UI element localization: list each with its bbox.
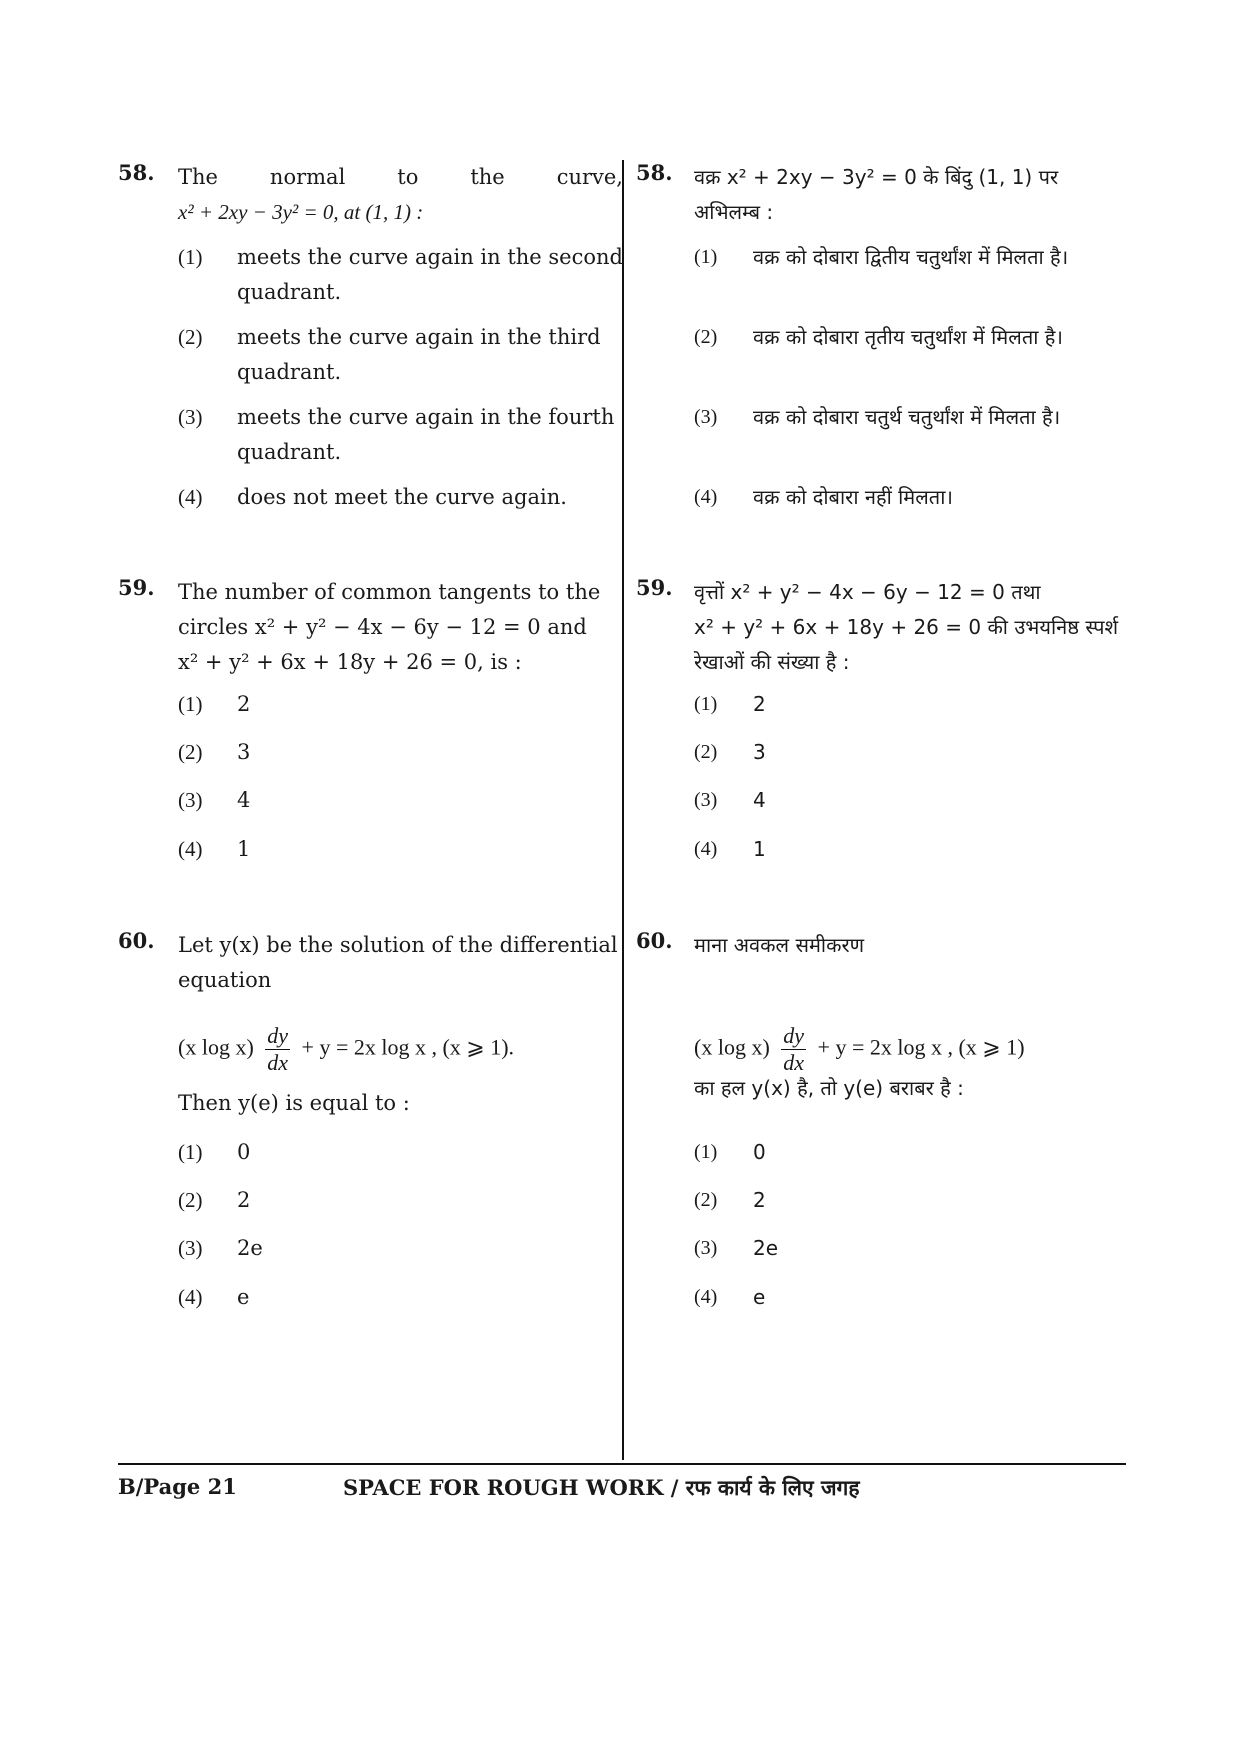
option-text: 3: [753, 740, 766, 764]
option-number: (3): [694, 1237, 718, 1259]
question-stem: [694, 160, 1126, 230]
option-number: (4): [178, 485, 203, 509]
question-stem-cont: [694, 1071, 1126, 1106]
option-number: (1): [178, 1140, 203, 1164]
option-number: (1): [178, 245, 203, 269]
page-number: B/Page 21: [118, 1474, 237, 1499]
question-stem: [178, 160, 623, 230]
option-text: does not meet the curve again.: [237, 485, 567, 509]
stem-line: माना अवकल समीकरण: [694, 933, 865, 957]
stem-line: Then y(e) is equal to :: [178, 1091, 410, 1115]
fraction-numerator: dy: [783, 1023, 805, 1048]
option-number: (1): [178, 692, 203, 716]
option-text: 0: [753, 1140, 766, 1164]
option-text: 4: [237, 788, 251, 812]
option-number: (1): [694, 246, 718, 268]
option-number: (3): [178, 1236, 203, 1260]
stem-line: The number of common tangents to the: [178, 580, 601, 604]
option-number: (4): [178, 1285, 203, 1309]
rough-work-hindi: रफ कार्य के लिए जगह: [685, 1476, 860, 1500]
option-number: (3): [694, 789, 718, 811]
equation-right: + y = 2x log x , (x ⩾ 1): [817, 1034, 1025, 1060]
rough-work-english: SPACE FOR ROUGH WORK /: [343, 1475, 679, 1500]
stem-line: x² + y² + 6x + 18y + 26 = 0 की उभयनिष्ठ स्पर्श: [694, 615, 1119, 639]
option-text: 2: [237, 692, 251, 716]
fraction-numerator: dy: [267, 1023, 289, 1048]
option-text: 2e: [237, 1236, 263, 1260]
option-text: 1: [237, 837, 251, 861]
stem-line: The normal to the curve,: [178, 165, 623, 189]
stem-line: का हल y(x) है, तो y(e) बराबर है :: [694, 1076, 964, 1100]
stem-line: x² + y² + 6x + 18y + 26 = 0, is :: [178, 650, 522, 674]
option-number: (4): [178, 837, 203, 861]
option-text: 2e: [753, 1236, 779, 1260]
option-text: 2: [753, 1188, 766, 1212]
question-number: 60.: [118, 928, 155, 953]
equation-left: (x log x): [178, 1034, 254, 1060]
option-number: (1): [694, 693, 718, 715]
option-text: वक्र को दोबारा तृतीय चतुर्थांश में मिलता है।: [753, 325, 1063, 349]
option-text: वक्र को दोबारा चतुर्थ चतुर्थांश में मिलता है।: [753, 405, 1061, 429]
question-stem: [178, 575, 623, 680]
option-text: e: [753, 1285, 766, 1309]
option-number: (2): [694, 1189, 718, 1211]
question-stem: [178, 928, 623, 998]
option-number: (4): [694, 838, 718, 860]
option-number: (2): [178, 1188, 203, 1212]
fraction-denominator: dx: [783, 1050, 805, 1075]
stem-line: अभिलम्ब :: [694, 200, 774, 224]
option-number: (2): [178, 740, 203, 764]
stem-line: वक्र x² + 2xy − 3y² = 0 के बिंदु (1, 1) पर: [694, 165, 1059, 189]
question-number: 60.: [636, 928, 673, 953]
stem-line: equation: [178, 968, 272, 992]
stem-line: Let y(x) be the solution of the differential: [178, 933, 618, 957]
question-stem: [694, 928, 1126, 963]
option-number: (2): [694, 741, 718, 763]
equation-right: + y = 2x log x , (x ⩾ 1).: [301, 1034, 515, 1060]
option-number: (3): [178, 405, 203, 429]
question-number: 59.: [118, 575, 155, 600]
stem-line: x² + 2xy − 3y² = 0, at (1, 1) :: [178, 200, 424, 224]
option-number: (3): [694, 406, 718, 428]
option-text: meets the curve again in the second quadrant.: [237, 245, 623, 304]
question-stem: [694, 575, 1126, 680]
option-text: 0: [237, 1140, 251, 1164]
option-text: 3: [237, 740, 251, 764]
question-number: 58.: [118, 160, 155, 185]
differential-equation: [178, 1023, 514, 1076]
question-number: 58.: [636, 160, 673, 185]
option-text: वक्र को दोबारा नहीं मिलता।: [753, 485, 953, 509]
question-number: 59.: [636, 575, 673, 600]
option-number: (4): [694, 1286, 718, 1308]
option-text: meets the curve again in the fourth quadrant.: [237, 405, 615, 464]
option-number: (2): [178, 325, 203, 349]
footer-rule: [118, 1463, 1126, 1465]
option-number: (2): [694, 326, 718, 348]
option-text: 2: [237, 1188, 251, 1212]
option-number: (4): [694, 486, 718, 508]
stem-line: रेखाओं की संख्या है :: [694, 650, 850, 674]
option-number: (3): [178, 788, 203, 812]
differential-equation: [694, 1023, 1025, 1076]
derivative-fraction: [265, 1023, 290, 1076]
option-text: 4: [753, 788, 766, 812]
equation-left: (x log x): [694, 1034, 770, 1060]
fraction-denominator: dx: [267, 1050, 289, 1075]
question-stem-cont: [178, 1086, 623, 1121]
option-text: meets the curve again in the third quadrant.: [237, 325, 601, 384]
derivative-fraction: [781, 1023, 806, 1076]
option-number: (1): [694, 1141, 718, 1163]
stem-line: circles x² + y² − 4x − 6y − 12 = 0 and: [178, 615, 587, 639]
option-text: 1: [753, 837, 766, 861]
option-text: वक्र को दोबारा द्वितीय चतुर्थांश में मिलता है।: [753, 245, 1069, 269]
option-text: 2: [753, 692, 766, 716]
option-text: e: [237, 1285, 250, 1309]
rough-work-label: [343, 1474, 860, 1502]
stem-line: वृत्तों x² + y² − 4x − 6y − 12 = 0 तथा: [694, 580, 1041, 604]
